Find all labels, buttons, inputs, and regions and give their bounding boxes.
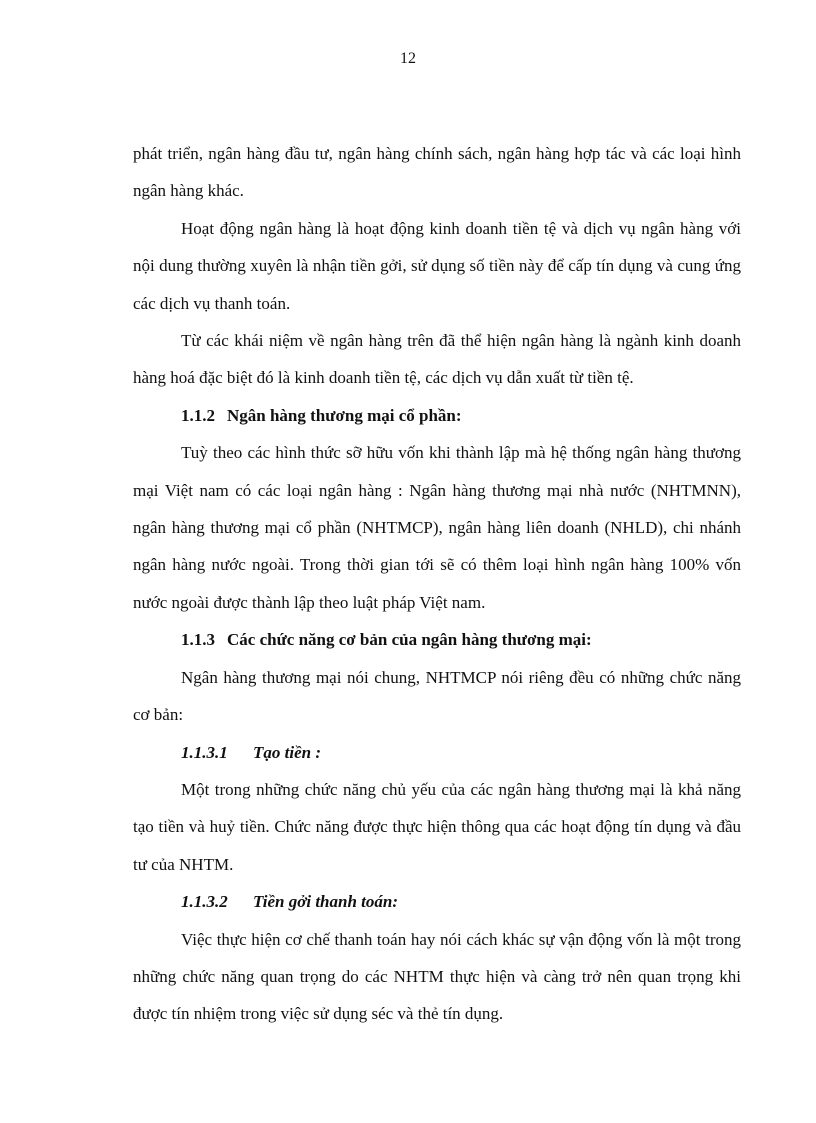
paragraph-basic-functions: Ngân hàng thương mại nói chung, NHTMCP nói riêng đều có những chức năng cơ bản: <box>133 667 741 725</box>
section-heading-1-1-3 <box>133 621 741 658</box>
document-body <box>133 135 741 1033</box>
section-title: Các chức năng cơ bản của ngân hàng thương mại: <box>227 630 592 650</box>
section-title: Ngân hàng thương mại cổ phần: <box>227 405 462 425</box>
section-number: 1.1.3.2 <box>181 892 228 912</box>
section-heading-1-1-3-1 <box>133 734 741 771</box>
paragraph-payment-deposits: Việc thực hiện cơ chế thanh toán hay nói cách khác sự vận động vốn là một trong những chức năng quan trọng do các NHTM thực hiện và càng trở nên quan trọng khi được tín nhiệm trong việc sử dụng séc và thẻ tín dụng. <box>133 929 741 1024</box>
section-number: 1.1.3 <box>181 630 215 650</box>
paragraph-banking-activity: Hoạt động ngân hàng là hoạt động kinh doanh tiền tệ và dịch vụ ngân hàng với nội dung thường xuyên là nhận tiền gởi, sử dụng số tiền này để cấp tín dụng và cung ứng các dịch vụ thanh toán. <box>133 218 741 313</box>
paragraph-bank-types-continued: phát triển, ngân hàng đầu tư, ngân hàng chính sách, ngân hàng hợp tác và các loại hình ngân hàng khác. <box>133 144 741 201</box>
paragraph-bank-concept: Từ các khái niệm về ngân hàng trên đã thể hiện ngân hàng là ngành kinh doanh hàng hoá đặc biệt đó là kinh doanh tiền tệ, các dịch vụ dẫn xuất từ tiền tệ. <box>133 331 741 388</box>
section-heading-1-1-3-2 <box>133 883 741 920</box>
section-title: Tiền gởi thanh toán: <box>253 892 398 912</box>
paragraph-money-creation: Một trong những chức năng chủ yếu của các ngân hàng thương mại là khả năng tạo tiền và huỷ tiền. Chức năng được thực hiện thông qua các hoạt động tín dụng và đầu tư của NHTM. <box>133 779 741 874</box>
section-number: 1.1.3.1 <box>181 742 228 762</box>
section-number: 1.1.2 <box>181 405 215 425</box>
page-number: 12 <box>400 50 416 67</box>
section-title: Tạo tiền : <box>253 742 321 762</box>
paragraph-bank-ownership: Tuỳ theo các hình thức sỡ hữu vốn khi thành lập mà hệ thống ngân hàng thương mại Việt nam có các loại ngân hàng : Ngân hàng thương mại nhà nước (NHTMNN), ngân hàng thương mại cổ phần (NHTMCP), ngân hàng liên doanh (NHLD), chi nhánh ngân hàng nước ngoài. Trong thời gian tới sẽ có thêm loại hình ngân hàng 100% vốn nước ngoài được thành lập theo luật pháp Việt nam. <box>133 443 741 612</box>
section-heading-1-1-2 <box>133 397 741 434</box>
